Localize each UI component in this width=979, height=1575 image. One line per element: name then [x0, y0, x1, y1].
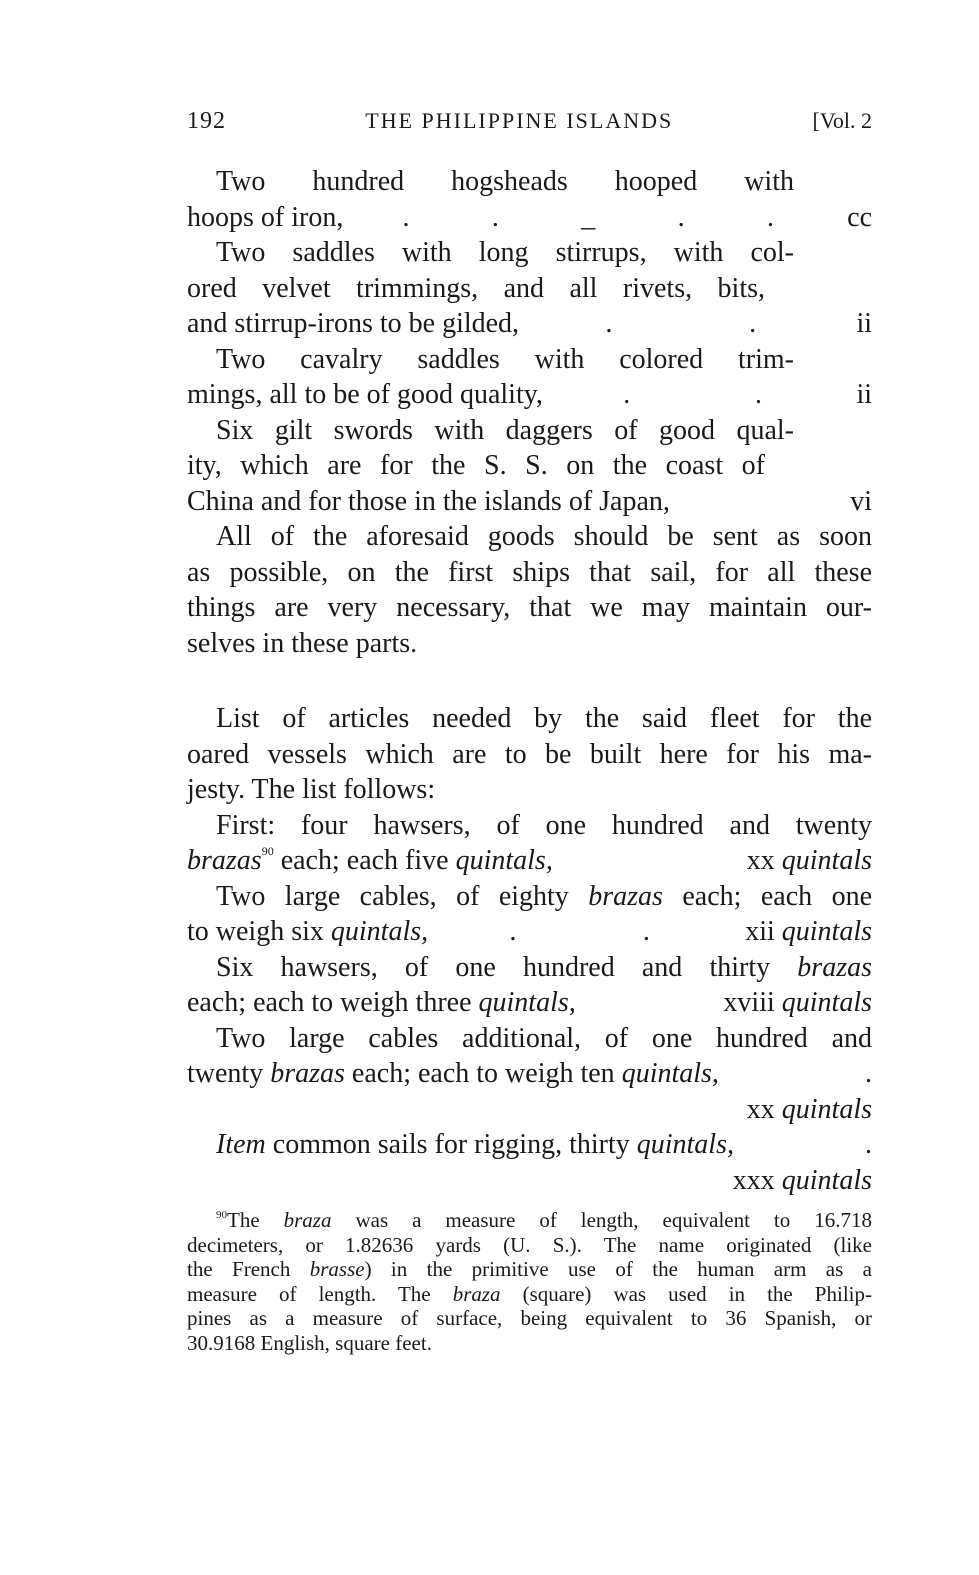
footnote-line: decimeters, or 1.82636 yards (U. S.). The name originated (like — [187, 1232, 872, 1257]
leader-dots — [543, 377, 843, 413]
leader-dots — [519, 306, 842, 342]
leader-dot: . — [623, 379, 631, 410]
item-line: Six gilt swords with daggers of good qual- — [216, 414, 794, 446]
item-quantity: cc — [847, 201, 872, 233]
footnote-ref: 90 — [261, 844, 274, 858]
item-line: Item common sails for rigging, thirty quintals, . — [187, 1127, 872, 1163]
item-line: twenty brazas each; each to weigh ten quintals, . — [187, 1056, 872, 1092]
item-quantity: xx quintals — [746, 1093, 872, 1125]
leader-dot: _ — [581, 201, 596, 233]
item-line: Two cavalry saddles with colored trim- — [216, 343, 794, 375]
leader-dot: . — [509, 916, 517, 947]
item-line: Two large cables, of eighty brazas each; each one — [216, 880, 872, 912]
item-line: ored velvet trimmings, and all rivets, bits, — [187, 272, 765, 304]
item-quantity: ii — [856, 308, 872, 339]
leader-dots — [343, 200, 833, 236]
running-header — [187, 108, 872, 144]
item-line: Six hawsers, of one hundred and thirty brazas — [216, 951, 872, 983]
item-line: mings, all to be of good quality, . . ii — [187, 377, 872, 413]
paragraph-line: List of articles needed by the said fleet for the — [216, 703, 872, 734]
item-line: China and for those in the islands of Japan, vi — [187, 484, 872, 520]
leader-dots: . — [865, 1058, 872, 1089]
item-line: hoops of iron, . . _ . . cc — [187, 200, 872, 236]
item-line: Two hundred hogsheads hooped with — [216, 166, 794, 197]
item-line: Two large cables additional, of one hundred and — [216, 1022, 872, 1054]
leader-dot: . — [605, 308, 613, 339]
footnote — [187, 1208, 872, 1355]
item-line: to weigh six quintals, . . xii quintals — [187, 914, 872, 950]
leader-dot: . — [749, 308, 757, 339]
leader-dots: . — [865, 1129, 872, 1160]
running-title: THE PHILIPPINE ISLANDS — [365, 108, 674, 133]
item-line: and stirrup-irons to be gilded, . . ii — [187, 306, 872, 342]
item-line: ity, which are for the S. S. on the coast of — [187, 450, 765, 481]
item-line: brazas$^{90}$ each; each five quintals, xx quintals — [187, 843, 872, 879]
paragraph-line: jesty. The list follows: — [187, 774, 436, 805]
item-quantity: xviii quintals — [723, 987, 872, 1018]
leader-dot: . — [755, 379, 763, 410]
item-quantity: xii quintals — [745, 916, 872, 947]
footnote-line: pines as a measure of surface, being equivalent to 36 Spanish, or — [187, 1306, 872, 1330]
main-text — [187, 164, 872, 1198]
item-quantity: xxx quintals — [732, 1164, 872, 1196]
item-quantity: vi — [850, 485, 872, 517]
leader-dot: . — [642, 916, 650, 947]
leader-dot: . — [491, 201, 499, 233]
section-gap — [187, 661, 872, 701]
item-line — [187, 1163, 872, 1199]
paragraph-line: All of the aforesaid goods should be sent as soon — [216, 521, 872, 552]
paragraph-line: oared vessels which are to be built here for his ma- — [187, 738, 872, 770]
footnote-marker: 90 — [216, 1209, 227, 1221]
item-line: First: four hawsers, of one hundred and twenty — [216, 809, 872, 841]
leader-dot: . — [402, 201, 410, 233]
footnote-line: 30.9168 English, square feet. — [187, 1330, 432, 1355]
paragraph-line: things are very necessary, that we may maintain our- — [187, 592, 872, 623]
leader-dot: . — [766, 201, 774, 233]
item-quantity: xx quintals — [746, 845, 872, 876]
page-number: 192 — [187, 108, 226, 134]
item-quantity: ii — [856, 379, 872, 410]
leader-dots — [428, 914, 731, 950]
footnote-line: $^{90}$The braza was a measure of length, equivalent to 16.718 — [216, 1208, 872, 1232]
footnote-line: the French brasse) in the primitive use of the human arm as a — [187, 1257, 872, 1281]
footnote-line: measure of length. The braza (square) was used in the Philip- — [187, 1281, 872, 1306]
item-line — [187, 1092, 872, 1128]
item-line: Two saddles with long stirrups, with col- — [216, 237, 794, 268]
paragraph-line: selves in these parts. — [187, 627, 418, 659]
leader-dot: . — [677, 201, 685, 233]
paragraph-line: as possible, on the first ships that sail, for all these — [187, 556, 872, 588]
volume-label: [Vol. 2 — [812, 108, 872, 133]
item-line: each; each to weigh three quintals, xviii quintals — [187, 985, 872, 1021]
